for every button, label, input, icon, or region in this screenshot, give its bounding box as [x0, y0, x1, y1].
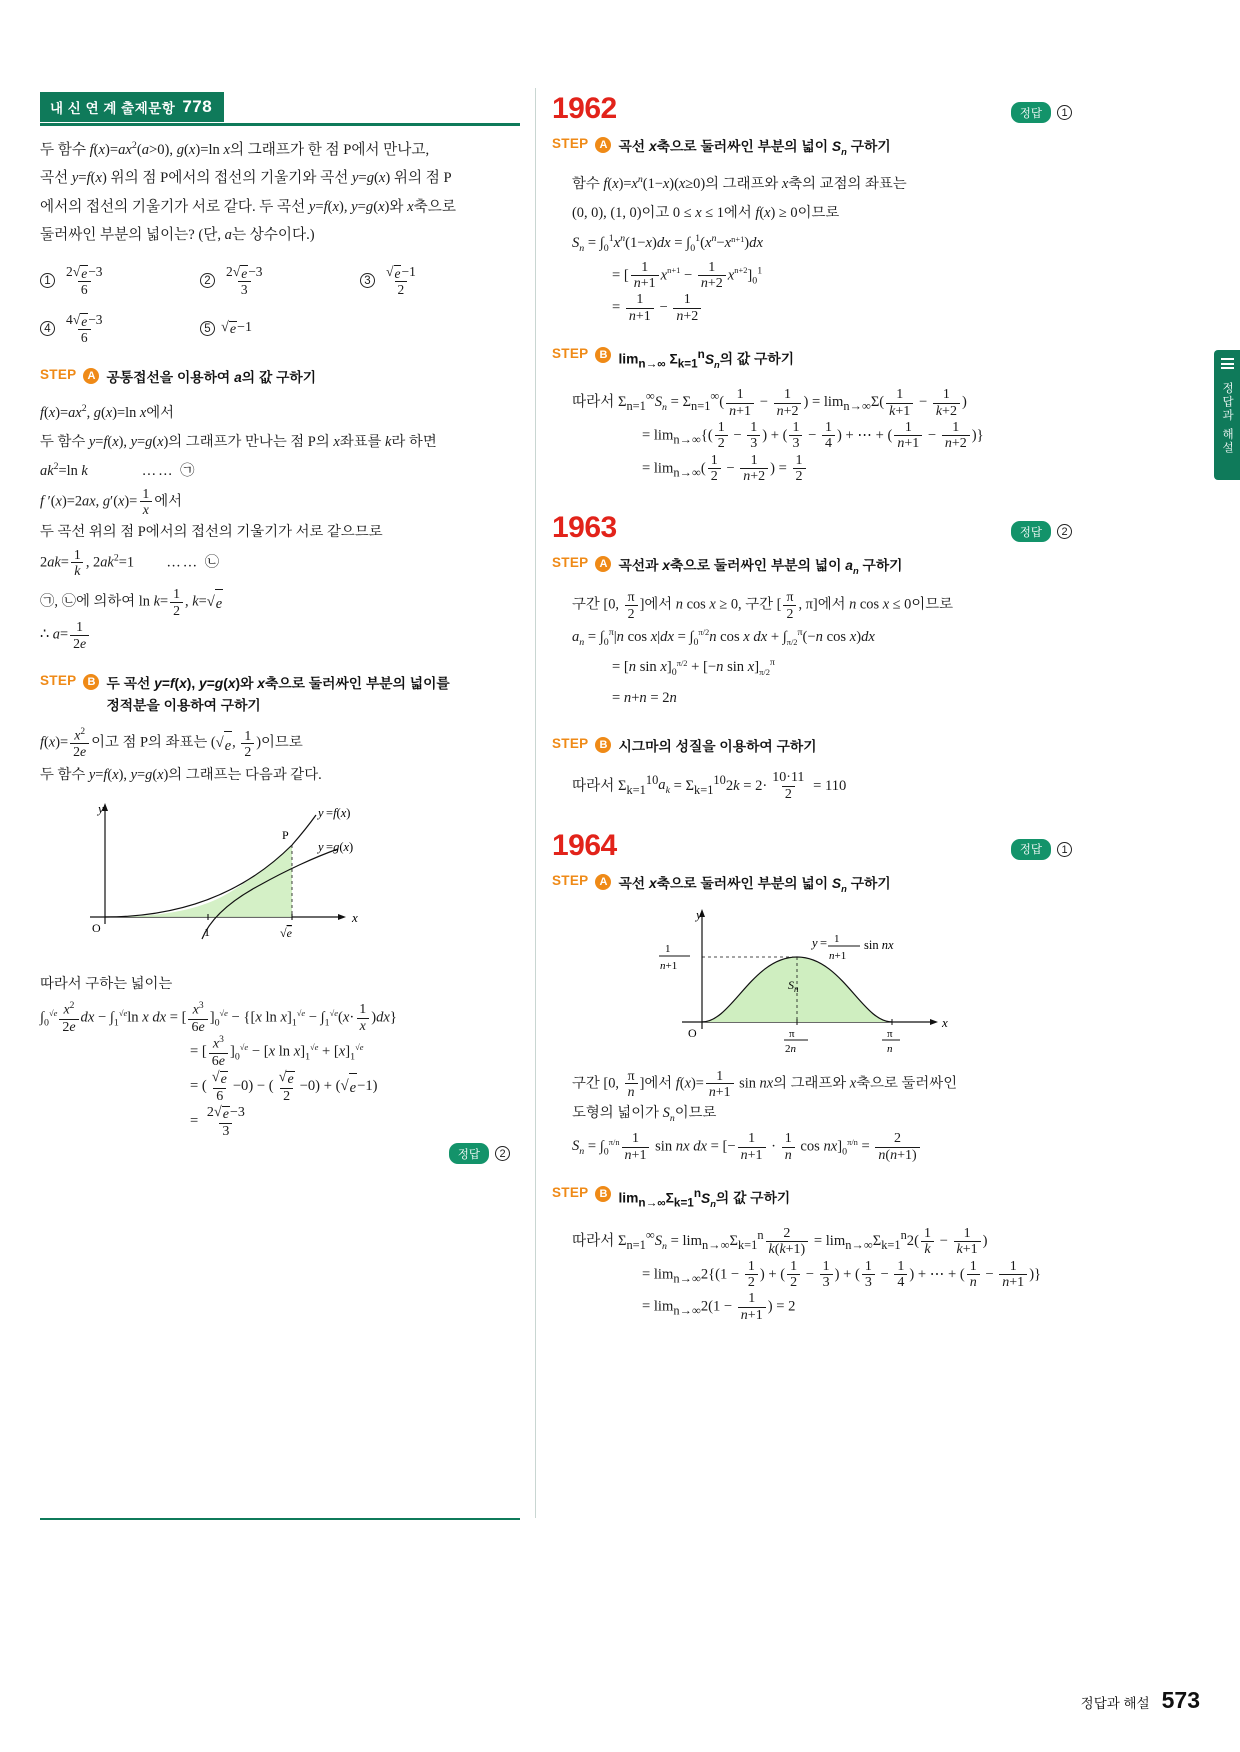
page-footer	[1081, 1687, 1200, 1714]
step-b	[552, 346, 1072, 374]
step-badge: A	[595, 874, 611, 890]
text-line: f ′(x)=2ax, g′(x)= $\frac{1}{x}$ 에서	[40, 485, 183, 518]
question-number: 1963	[552, 511, 617, 545]
step-label: STEP	[40, 673, 77, 689]
choice-4[interactable]	[40, 312, 200, 346]
eq-line: $\int_0^{√e}$ $\frac{x^2}{2e}$ dx − $\int_1^{√e}\ln$ x dx = [ $\frac{x^3}{6e}$ ]$_0^{√e} - \{[x$ $\ln x]_1^{√e} - \int_1^{√e}(x\cdot$ $\frac{1}{x}$ )dx}	[40, 1001, 397, 1035]
left-bottom-rule	[40, 1518, 520, 1520]
section-tag-wrap	[40, 92, 520, 126]
step-badge: A	[83, 368, 99, 384]
text-line: 두 함수 y=f(x), y=g(x)의 그래프가 만나는 점 P의 x좌표를 k라 하면	[40, 434, 437, 451]
svg-text:O: O	[92, 921, 101, 936]
step-badge: A	[595, 556, 611, 572]
step-a	[552, 873, 1072, 897]
svg-text:π: π	[887, 1027, 893, 1040]
step-label: STEP	[552, 555, 589, 571]
side-tab-label: 정답과 해설	[1221, 382, 1233, 455]
eq-line: = $\frac{1}{n+1}$ − $\frac{1}{n+2}$	[572, 292, 1072, 324]
section-tag	[40, 92, 224, 122]
text-line: 구간 [0, $\frac{\pi}{n}$ ]에서 f(x)= $\frac{1}{n+1}$ sin nx의 그래프와 x축으로 둘러싸인	[572, 1067, 958, 1099]
step-title: $\lim_{n\to\infty} \Sigma_{k=1}^nS_n$의 값 구하기	[618, 348, 795, 371]
text-line: 구간 [0, $\frac{\pi}{2}$ ]에서 n cos x ≥ 0, 구간 [ $\frac{\pi}{2}$ , π]에서 n cos x ≤ 0이므로	[572, 589, 954, 621]
svg-text:y: y	[812, 935, 818, 950]
problem-line: 둘러싸인 부분의 넓이는? (단, a는 상수이다.)	[40, 227, 315, 244]
choice-list	[40, 264, 520, 345]
svg-text:2n: 2n	[785, 1042, 796, 1055]
section-tag-label: 내 신 연 계 출제문항	[50, 101, 176, 116]
step-title: $\lim_{n\to\infty}\Sigma_{k=1}^nS_n$의 값 구하기	[618, 1187, 791, 1210]
svg-text:=f(x): =f(x)	[326, 806, 351, 821]
step-a-body	[552, 589, 1072, 621]
text-line: 2ak= $\frac{1}{k}$ , $2ak^2=1$ …… ㉡	[40, 546, 222, 578]
svg-text:O: O	[688, 1025, 697, 1040]
text-line: 함수 $f(x)=x^n(1-x)(x\ge 0)$의 그래프와 x축의 교점의 좌표는	[572, 173, 907, 192]
question-header	[552, 829, 1072, 869]
problem-line: 곡선 y=f(x) 위의 점 P에서의 접선의 기울기와 곡선 y=g(x) 위의 점 P	[40, 170, 452, 187]
step-title: 두 곡선 y=f(x), y=g(x)와 x축으로 둘러싸인 부분의 넓이를 정적분을 이용하여 구하기	[106, 676, 450, 714]
eq-line: = n+n = 2n	[612, 689, 677, 706]
question-1964	[552, 829, 1072, 1325]
choice-2[interactable]	[200, 264, 360, 298]
step-b	[552, 1185, 1072, 1213]
step-a	[552, 555, 1072, 579]
footer-text: 정답과 해설	[1080, 1696, 1150, 1711]
problem-statement	[40, 136, 520, 250]
text-line: ∴ a= $\frac{1}{2e}$	[40, 619, 520, 651]
step-b-body	[40, 727, 520, 789]
area-intro: 따라서 구하는 넓이는	[40, 976, 173, 993]
menu-icon	[1221, 358, 1234, 369]
choice-value: √ e −1	[221, 319, 252, 337]
graph-svg	[612, 907, 972, 1057]
step-a-equations	[552, 623, 1072, 713]
answer-value: 1	[1057, 842, 1072, 857]
question-header	[552, 92, 1072, 132]
svg-text:1: 1	[665, 942, 671, 955]
step-a-body	[552, 1068, 1072, 1129]
section-tag-number: 778	[182, 97, 213, 116]
step-a-body	[552, 170, 1072, 228]
svg-text:n+1: n+1	[660, 959, 678, 972]
svg-text:y: y	[98, 801, 104, 817]
graph-svg	[70, 799, 400, 959]
svg-text:π: π	[789, 1027, 795, 1040]
left-answer-row	[40, 1141, 520, 1169]
step-label: STEP	[552, 346, 589, 362]
step-a-equations	[552, 1131, 1072, 1163]
step-label: STEP	[40, 367, 77, 383]
text-line: $f(x)=ax^2$, g(x)=ln x에서	[40, 403, 175, 422]
eq-line: = ( √ e 6 −0) − ( √ e 2 −0) + ( √ e −1)	[190, 1069, 378, 1104]
svg-text:1: 1	[834, 932, 840, 945]
step-b	[552, 736, 1072, 758]
lead-text: 따라서	[572, 1233, 615, 1250]
step-b-equations	[552, 1223, 1072, 1324]
step-badge: B	[83, 674, 99, 690]
answer-pill-label: 정답	[449, 1143, 489, 1164]
answer-pill-label: 정답	[1011, 839, 1051, 860]
problem-line: 에서의 접선의 기울기가 서로 같다. 두 곡선 y=f(x), y=g(x)와 x축으로	[40, 198, 456, 215]
column-divider	[535, 88, 536, 1518]
svg-text:=g(x): =g(x)	[326, 840, 354, 855]
eq-line: = $\lim_{n\to\infty}${( $\frac{1}{2}$ − $\frac{1}{3}$ ) + ( $\frac{1}{3}$ − $\frac{1}{4}$ ) + ⋯ + ( $\frac{1}{n+1}$ − $\frac{1}{n+2}$ )}	[642, 419, 984, 452]
choice-number: 3	[360, 273, 375, 288]
graph-1964	[612, 907, 1072, 1062]
question-number: 1964	[552, 828, 617, 862]
choice-value: 2 √ e −3 6	[66, 263, 103, 298]
eq-line: = 2 √ e −3 3	[190, 1104, 245, 1139]
question-header	[552, 511, 1072, 551]
choice-1[interactable]	[40, 264, 200, 298]
eq-line: $a_n = \int_0^\pi|n$ $\cos x|dx = \int_0^{\pi/2}n$ cos x dx + $\int_{\pi/2}^\pi(-n$ cos x)dx	[572, 627, 875, 649]
text-line: 도형의 넓이가 $S_n$이므로	[572, 1105, 717, 1125]
question-1962	[552, 92, 1072, 485]
svg-text:y: y	[318, 806, 324, 821]
step-label: STEP	[552, 136, 589, 151]
eq-line: = $\lim_{n\to\infty}2\{(1$ − $\frac{1}{2}$ ) + ( $\frac{1}{2}$ − $\frac{1}{3}$ ) + ( $\frac{1}{3}$ − $\frac{1}{4}$ ) + ⋯ + ( $\frac{1}{n}$ − $\frac{1}{n+1}$ )}	[642, 1258, 1042, 1291]
step-badge: A	[595, 137, 611, 153]
step-title: 곡선 x축으로 둘러싸인 부분의 넓이 $S_n$ 구하기	[618, 139, 891, 157]
svg-text:y: y	[318, 840, 324, 855]
answer-value: 2	[1057, 524, 1072, 539]
result-value: 2	[788, 1299, 796, 1316]
left-step-a	[40, 367, 520, 389]
section-tag-rule	[40, 123, 520, 126]
result-value: 110	[824, 777, 847, 794]
eq-line: = [ $\frac{x^3}{6e}$ ]$_0^{√e} - [x$ $\ln x]_1^{√e} + [x]_1^{√e}$	[190, 1035, 364, 1069]
text-line: 두 함수 y=f(x), y=g(x)의 그래프는 다음과 같다.	[40, 766, 322, 783]
svg-text:y: y	[696, 906, 702, 922]
choice-value: 4 √ e −3 6	[66, 311, 103, 346]
step-title: 공통접선을 이용하여 a의 값 구하기	[106, 370, 317, 386]
answer-badge	[449, 1143, 510, 1164]
answer-value: 2	[495, 1146, 510, 1161]
svg-text:1: 1	[204, 925, 210, 940]
question-number: 1962	[552, 92, 617, 125]
step-badge: B	[595, 347, 611, 363]
step-badge: B	[595, 1186, 611, 1202]
ref-mark-1: …… ㉠	[141, 462, 197, 479]
step-label: STEP	[552, 735, 589, 751]
choice-number: 2	[200, 273, 215, 288]
choice-value: √ e −1 2	[386, 263, 416, 298]
choice-number: 4	[40, 321, 55, 336]
svg-text:x: x	[942, 1014, 948, 1030]
choice-3[interactable]	[360, 264, 520, 298]
answer-pill-label: 정답	[1011, 521, 1051, 542]
eq-line: = $\lim_{n\to\infty}2(1$ − $\frac{1}{n+1}$ ) = 2	[642, 1291, 796, 1324]
text-line: ㉠, ㉡에 의하여 ln k= $\frac{1}{2}$ , k= √ e	[40, 586, 223, 618]
choice-number: 1	[40, 273, 55, 288]
svg-text:n+1: n+1	[829, 949, 847, 962]
step-a-body	[40, 399, 520, 651]
eq-line: 따라서 $\Sigma_{k=1}^{10}a_k = \Sigma_{k=1}^{10}2k = 2\cdot$ $\frac{10\cdot 11}{2}$ = 110	[572, 769, 847, 802]
question-1963	[552, 511, 1072, 802]
left-graph	[70, 799, 520, 964]
svg-text:Sn: $S_n$	[788, 977, 799, 994]
left-step-b	[40, 673, 520, 717]
step-b-equations	[552, 384, 1072, 485]
choice-value: 2 √ e −3 3	[226, 263, 263, 298]
step-b-equations	[552, 768, 1072, 803]
step-badge: B	[595, 737, 611, 753]
step-title: 곡선 x축으로 둘러싸인 부분의 넓이 $S_n$ 구하기	[618, 875, 891, 894]
area-computation	[40, 1001, 520, 1139]
problem-line: 두 함수 $f(x)=ax^2(a>0)$, g(x)=ln x의 그래프가 한 점 P에서 만나고,	[40, 140, 430, 158]
eq-line: = [ $\frac{1}{n+1}$ $x^{n+1}$ − $\frac{1}{n+2}$ $x^{n+2}]_0^1$	[612, 259, 763, 292]
eq-line: $S_n = \int_0^{\pi/n}$ $\frac{1}{n+1}$ sin nx dx = [− $\frac{1}{n+1}$ · $\frac{1}{n}$ $\cos nx]_0^{\pi/n}$ = $\frac{2}{n(n+1)}$	[572, 1131, 1072, 1163]
choice-number: 5	[200, 321, 215, 336]
left-column	[40, 92, 520, 1169]
lead-text: 따라서	[572, 394, 615, 411]
svg-text:√e: √e	[280, 926, 292, 941]
answer-badge	[1011, 839, 1072, 860]
step-label: STEP	[552, 872, 589, 888]
answer-value: 1	[1057, 105, 1072, 120]
eq-line: = $\lim_{n\to\infty}$( $\frac{1}{2}$ − $\frac{1}{n+2}$ ) = $\frac{1}{2}$	[572, 453, 1072, 486]
svg-text:sin nx: sin nx	[864, 937, 894, 952]
svg-text:x: x	[352, 910, 358, 926]
answer-badge	[1011, 102, 1072, 123]
step-a-equations	[552, 229, 1072, 324]
svg-text:=: =	[820, 935, 828, 950]
text-line: f(x)= $\frac{x^2}{2e}$ 이고 점 P의 좌표는 ( √ e , $\frac{1}{2}$ )이므로	[40, 727, 303, 760]
svg-text:n: n	[887, 1042, 893, 1055]
step-a	[552, 136, 1072, 160]
eq-line: = [n $\sin x]_0^{\pi/2} + [-n$ $\sin x]_{\pi/2}^\pi$	[612, 657, 775, 679]
step-title: 시그마의 성질을 이용하여 구하기	[618, 738, 817, 754]
right-column	[552, 92, 1072, 1330]
answer-badge	[1011, 521, 1072, 542]
lead-text: 따라서	[572, 777, 615, 794]
choice-5[interactable]	[200, 312, 360, 346]
step-label: STEP	[552, 1185, 589, 1201]
ref-mark-2: …… ㉡	[166, 553, 222, 570]
eq-line: $S_n = \int_0^1x^n(1-x)dx = \int_0^1(x^n-x^{n+1})dx$	[572, 233, 763, 255]
page-number: 573	[1161, 1687, 1200, 1713]
eq-line: 따라서 $\Sigma_{n=1}^\infty S_n = \Sigma_{n=1}^\infty$( $\frac{1}{n+1}$ − $\frac{1}{n+2}$ ) = $\lim_{n\to\infty}\Sigma$( $\frac{1}{k+1}$ − $\frac{1}{k+2}$ )	[572, 386, 967, 419]
step-title: 곡선과 x축으로 둘러싸인 부분의 넓이 $a_n$ 구하기	[618, 558, 903, 577]
text-line: (0, 0), (1, 0)이고 0 ≤ x ≤ 1에서 f(x) ≥ 0이므로	[572, 204, 840, 221]
text-line: 두 곡선 위의 점 P에서의 접선의 기울기가 서로 같으므로	[40, 523, 383, 540]
text-line: $ak^2=\ln$ k …… ㉠	[40, 461, 197, 479]
side-tab	[1214, 350, 1240, 480]
svg-text:P: P	[282, 828, 289, 843]
answer-pill-label: 정답	[1011, 102, 1051, 123]
eq-line: 따라서 $\Sigma_{n=1}^\infty S_n = \lim_{n\to\infty}\Sigma_{k=1}^n$ $\frac{2}{k(k+1)}$ = $\lim_{n\to\infty}\Sigma_{k=1}^n2$( $\frac{1}{k}$ − $\frac{1}{k+1}$ )	[572, 1225, 988, 1258]
